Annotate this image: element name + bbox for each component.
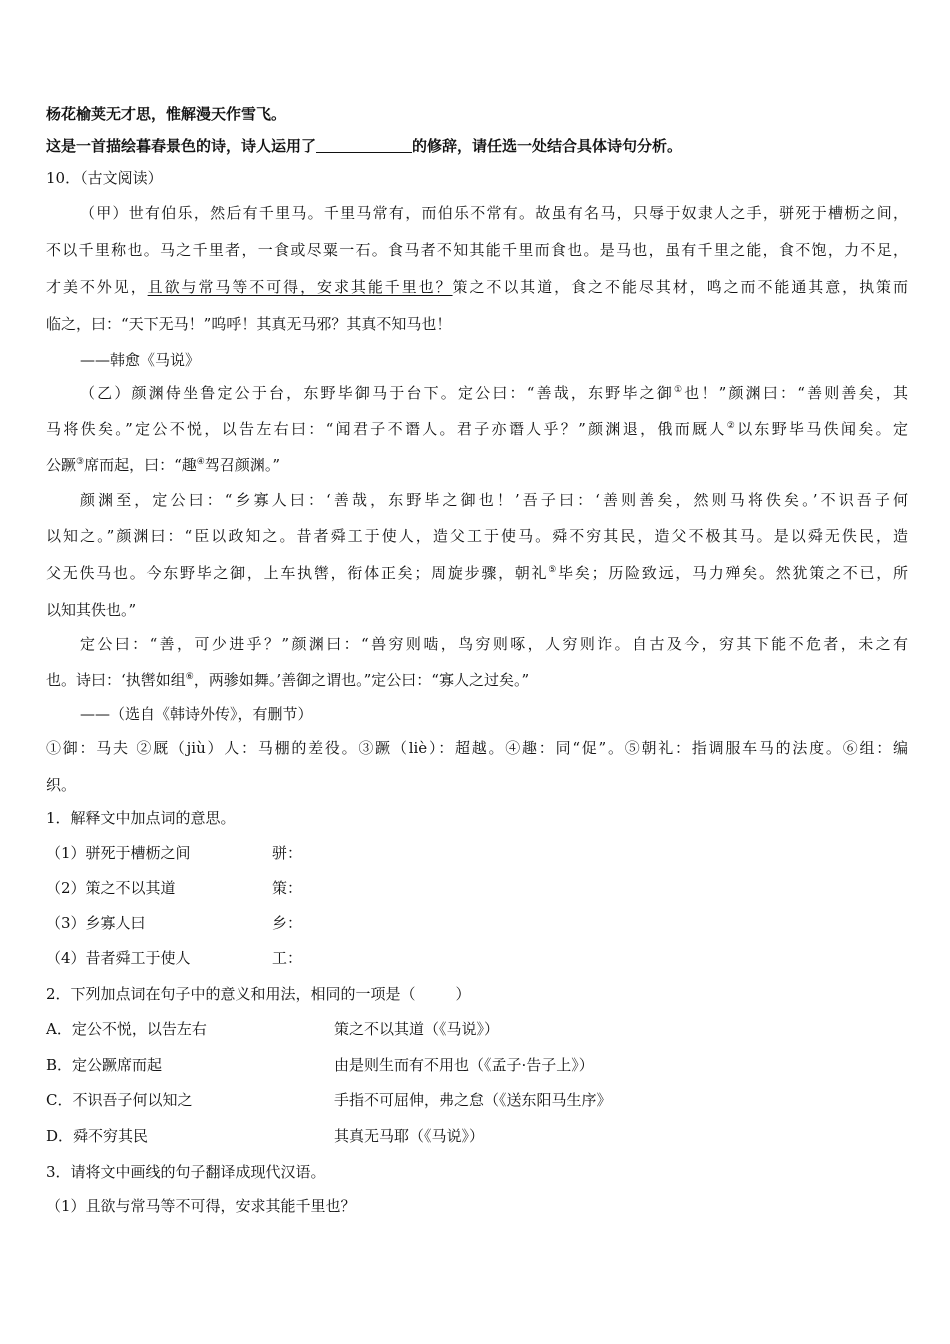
footnote-marker-3: ③ bbox=[76, 457, 85, 467]
passage-yi-p2-line-3-a: 父无佚马也。今东野毕之御，上车执辔，衔体正矣；周旋步骤，朝礼 bbox=[46, 564, 549, 582]
sub-question-1-item-4 bbox=[46, 948, 908, 968]
sub-question-1-item-1 bbox=[46, 843, 908, 863]
option-right: 策之不以其道（《马说》） bbox=[334, 1020, 500, 1038]
option-left: C．不识吾子何以知之 bbox=[46, 1091, 193, 1109]
item-question: （2）策之不以其道 bbox=[46, 879, 176, 897]
sub-question-2-title-a: 2．下列加点词在句子中的意义和用法，相同的一项是（ bbox=[46, 985, 416, 1003]
passage-yi-p1-line-3-c: 驾召颜渊。” bbox=[204, 456, 281, 474]
poem-question-text-before: 这是一首描绘暮春景色的诗，诗人运用了 bbox=[46, 137, 317, 155]
passage-yi-p1-line-2 bbox=[46, 419, 908, 439]
option-b[interactable] bbox=[46, 1055, 908, 1075]
passage-yi-p1-line-3-b: 席而起，曰：“趣 bbox=[84, 456, 197, 474]
passage-jia-line-3-a: 才美不外见， bbox=[46, 278, 148, 296]
answer-blank[interactable] bbox=[316, 137, 412, 153]
option-a[interactable] bbox=[46, 1019, 908, 1039]
footnote-marker-6: ⑥ bbox=[185, 672, 194, 682]
passage-jia-line-1: （甲）世有伯乐，然后有千里马。千里马常有，而伯乐不常有。故虽有名马，只辱于奴隶人之手，骈死于槽枥之间， bbox=[80, 204, 908, 222]
option-c[interactable] bbox=[46, 1090, 908, 1110]
option-right: 其真无马耶（《马说》） bbox=[334, 1127, 485, 1145]
sub-question-2-title-b: ） bbox=[455, 985, 471, 1003]
passage-yi-p1-line-2-b: 以东野毕马佚闻矣。定 bbox=[737, 420, 908, 438]
option-right: 手指不可屈伸，弗之怠（《送东阳马生序》 bbox=[334, 1091, 612, 1109]
sub-question-3-item-1: （1）且欲与常马等不可得，安求其能千里也？ bbox=[46, 1197, 356, 1215]
passage-yi-p3-line-2-b: ，两骖如舞。’善御之谓也。”定公曰：“寡人之过矣。” bbox=[193, 671, 530, 689]
passage-yi-p3-line-2-a: 也。诗曰：‘执辔如组 bbox=[46, 671, 186, 689]
passage-jia-line-3-b: 策之不以其道，食之不能尽其材，鸣之而不能通其意，执策而 bbox=[452, 278, 908, 296]
passage-yi-p1-line-3 bbox=[46, 455, 908, 475]
passage-yi-p3-line-2 bbox=[46, 670, 908, 690]
passage-yi-p2-line-4: 以知其佚也。” bbox=[46, 601, 137, 619]
item-question: （3）乡寡人曰 bbox=[46, 914, 146, 932]
underlined-sentence: 且欲与常马等不可得，安求其能千里也？ bbox=[147, 278, 453, 296]
passage-yi-p1-line-3-a: 公蹶 bbox=[46, 456, 77, 474]
sub-question-2-title bbox=[46, 984, 908, 1004]
item-answer-label: 乡： bbox=[272, 914, 303, 932]
option-left: D．舜不穷其民 bbox=[46, 1127, 149, 1145]
passage-yi-p3-line-1: 定公曰：“善，可少进乎？”颜渊曰：“兽穷则啮，鸟穷则啄，人穷则诈。自古及今，穷其下能不危者，未之有 bbox=[80, 635, 908, 653]
passage-jia-line-4: 临之，曰：“天下无马！”呜呼！其真无马邪？其真不知马也！ bbox=[46, 315, 452, 333]
passage-yi-p1-line-1-b: 也！”颜渊曰：“善则善矣，其 bbox=[684, 384, 908, 402]
passage-yi-p2-line-3 bbox=[46, 563, 908, 583]
option-right: 由是则生而有不用也（《孟子·告子上》） bbox=[334, 1056, 594, 1074]
passage-jia-line-3 bbox=[46, 277, 908, 297]
passage-yi-p2-line-3-b: 毕矣；历险致远，马力殚矣。然犹策之不已，所 bbox=[558, 564, 908, 582]
footnotes-line-1: ①御：马夫 ②厩（jiù）人：马棚的差役。③蹶（liè）：超越。④趣：同“促”。⑤朝礼：指调服车马的法度。⑥组：编 bbox=[46, 739, 908, 757]
passage-yi-p2-line-1: 颜渊至，定公曰：“乡寡人曰：‘善哉，东野毕之御也！’吾子曰：‘善则善矣，然则马将佚矣。’不识吾子何 bbox=[80, 491, 908, 509]
passage-yi-p2-line-2: 以知之。”颜渊曰：“臣以政知之。昔者舜工于使人，造父工于使马。舜不穷其民，造父不极其马。是以舜无佚民，造 bbox=[46, 527, 908, 545]
passage-yi-p1-line-2-a: 马将佚矣。”定公不悦，以告左右曰：“闻君子不谮人。君子亦谮人乎？”颜渊退，俄而厩人 bbox=[46, 420, 727, 438]
sub-question-1-item-2 bbox=[46, 878, 908, 898]
footnote-marker-4: ④ bbox=[196, 457, 205, 467]
passage-yi-p1-line-1-a: （乙）颜渊侍坐鲁定公于台，东野毕御马于台下。定公曰：“善哉，东野毕之御 bbox=[80, 384, 675, 402]
poem-question-text-after: 的修辞，请任选一处结合具体诗句分析。 bbox=[412, 137, 683, 155]
item-question: （1）骈死于槽枥之间 bbox=[46, 844, 191, 862]
sub-question-1-title: 1．解释文中加点词的意思。 bbox=[46, 809, 236, 827]
passage-yi-p1-line-1 bbox=[80, 383, 908, 403]
poem-line: 杨花榆荚无才思，惟解漫天作雪飞。 bbox=[46, 105, 287, 123]
passage-jia-source: ——韩愈《马说》 bbox=[80, 351, 201, 369]
item-answer-label: 策： bbox=[272, 879, 303, 897]
question-10-heading: 10．（古文阅读） bbox=[46, 169, 163, 187]
item-answer-label: 骈： bbox=[272, 844, 303, 862]
footnote-marker-5: ⑤ bbox=[548, 565, 559, 575]
sub-question-3-title: 3．请将文中画线的句子翻译成现代汉语。 bbox=[46, 1163, 326, 1181]
passage-jia-line-2: 不以千里称也。马之千里者，一食或尽粟一石。食马者不知其能千里而食也。是马也，虽有千里之能，食不饱，力不足， bbox=[46, 241, 908, 259]
footnotes-line-2: 织。 bbox=[46, 776, 77, 794]
option-left: A．定公不悦，以告左右 bbox=[46, 1020, 207, 1038]
sub-question-1-item-3 bbox=[46, 913, 908, 933]
poem-question bbox=[46, 136, 908, 156]
item-question: （4）昔者舜工于使人 bbox=[46, 949, 191, 967]
option-left: B．定公蹶席而起 bbox=[46, 1056, 163, 1074]
footnote-marker-1: ① bbox=[674, 385, 685, 395]
item-answer-label: 工： bbox=[272, 949, 303, 967]
option-d[interactable] bbox=[46, 1126, 908, 1146]
passage-yi-source: ——（选自《韩诗外传》，有删节） bbox=[80, 705, 313, 723]
footnote-marker-2: ② bbox=[726, 421, 738, 431]
